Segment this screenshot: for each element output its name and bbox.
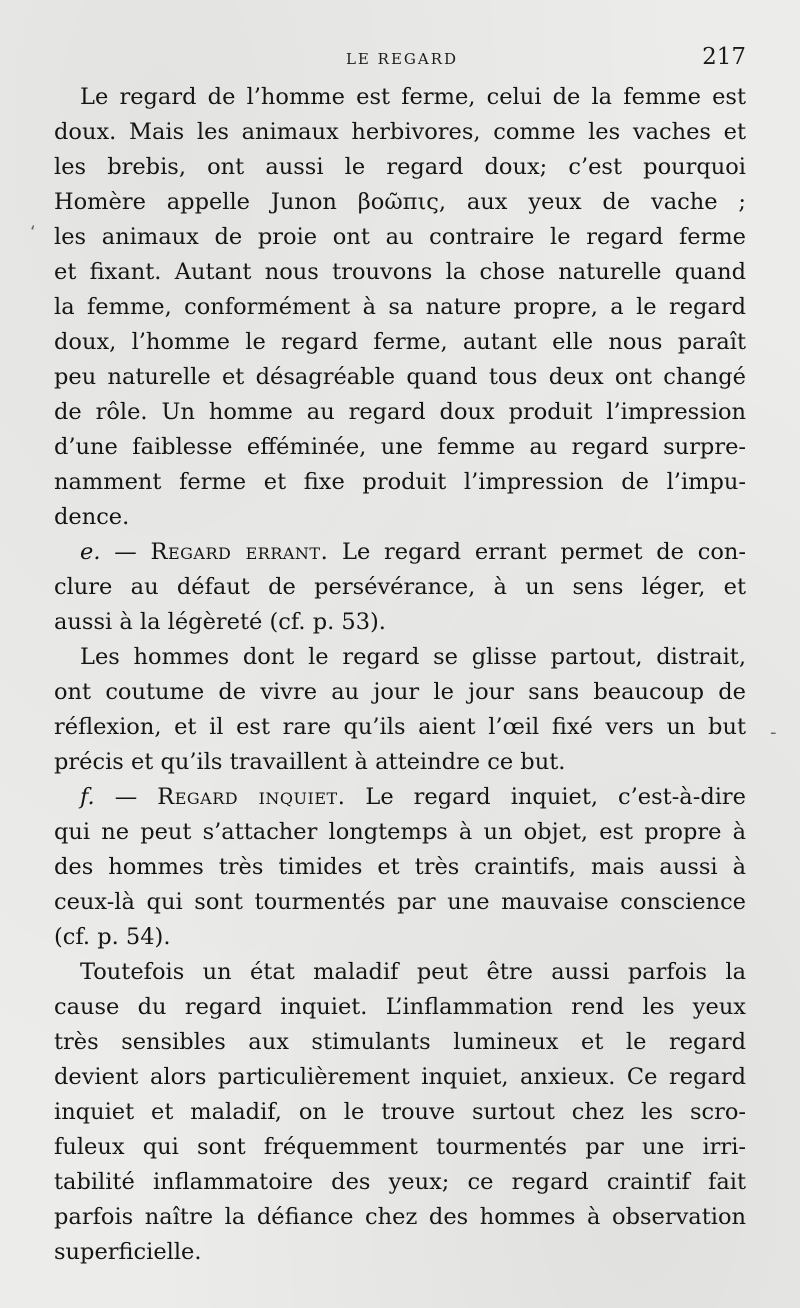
- text-segment: Le regard inquiet, c’est-à-dire: [345, 784, 746, 810]
- text-line: namment ferme et fixe produit l’impression de l’impu-: [54, 469, 746, 495]
- text-line: de rôle. Un homme au regard doux produit l’impression: [54, 399, 746, 425]
- text-line: peu naturelle et désagréable quand tous deux ont changé: [54, 364, 746, 390]
- section-letter: f.: [80, 784, 95, 810]
- section-heading: Regard inquiet.: [157, 784, 346, 810]
- section-heading: Regard errant.: [150, 539, 329, 565]
- text-line: aussi à la légèreté (cf. p. 53).: [54, 609, 386, 635]
- text-line: dence.: [54, 504, 130, 530]
- text-line: ceux-là qui sont tourmentés par une mauvaise conscience: [54, 889, 746, 915]
- text-line: tabilité inflammatoire des yeux; ce regard craintif fait: [54, 1169, 746, 1195]
- body-text: [54, 80, 746, 1270]
- text-line: très sensibles aux stimulants lumineux et le regard: [54, 1029, 746, 1055]
- text-line: parfois naître la défiance chez des hommes à observation: [54, 1204, 746, 1230]
- text-line: clure au défaut de persévérance, à un sens léger, et: [54, 574, 746, 600]
- text-line: la femme, conformément à sa nature propre, a le regard: [54, 294, 746, 320]
- text-line: superficielle.: [54, 1239, 202, 1265]
- text-line: Toutefois un état maladif peut être aussi parfois la: [80, 959, 746, 985]
- text-line: doux, l’homme le regard ferme, autant elle nous paraît: [54, 329, 746, 355]
- text-line: précis et qu’ils travaillent à atteindre ce but.: [54, 749, 566, 775]
- margin-mark: -: [770, 722, 777, 743]
- text-line: devient alors particulièrement inquiet, anxieux. Ce regard: [54, 1064, 746, 1090]
- text-line: qui ne peut s’attacher longtemps à un objet, est propre à: [54, 819, 746, 845]
- text-segment: —: [100, 539, 151, 565]
- text-line: cause du regard inquiet. L’inflammation rend les yeux: [54, 994, 746, 1020]
- text-line: Les hommes dont le regard se glisse partout, distrait,: [80, 644, 746, 670]
- text-segment: Le regard errant permet de con-: [328, 539, 747, 565]
- margin-mark: ʻ: [30, 222, 36, 243]
- text-line: des hommes très timides et très craintifs, mais aussi à: [54, 854, 746, 880]
- text-line: Le regard de l’homme est ferme, celui de la femme est: [80, 84, 746, 110]
- text-line: les brebis, ont aussi le regard doux; c’est pourquoi: [54, 154, 746, 180]
- section-letter: e.: [80, 539, 101, 565]
- text-line: Homère appelle Junon βοῶπις, aux yeux de vache ;: [54, 189, 746, 215]
- page-header: [52, 44, 752, 78]
- text-line: d’une faiblesse efféminée, une femme au regard surpre-: [54, 434, 746, 460]
- text-line: doux. Mais les animaux herbivores, comme les vaches et: [54, 119, 746, 145]
- text-line: (cf. p. 54).: [54, 924, 171, 950]
- text-line: [54, 780, 746, 815]
- running-title: LE REGARD: [345, 50, 459, 68]
- text-segment: —: [94, 784, 158, 810]
- text-line: et fixant. Autant nous trouvons la chose naturelle quand: [54, 259, 746, 285]
- text-line: les animaux de proie ont au contraire le regard ferme: [54, 224, 746, 250]
- text-line: réflexion, et il est rare qu’ils aient l’œil fixé vers un but: [54, 714, 746, 740]
- text-line: inquiet et maladif, on le trouve surtout chez les scro-: [54, 1099, 746, 1125]
- text-line: fuleux qui sont fréquemment tourmentés par une irri-: [54, 1134, 746, 1160]
- page-number: 217: [702, 44, 746, 70]
- text-line: ont coutume de vivre au jour le jour sans beaucoup de: [54, 679, 746, 705]
- text-line: [54, 535, 746, 570]
